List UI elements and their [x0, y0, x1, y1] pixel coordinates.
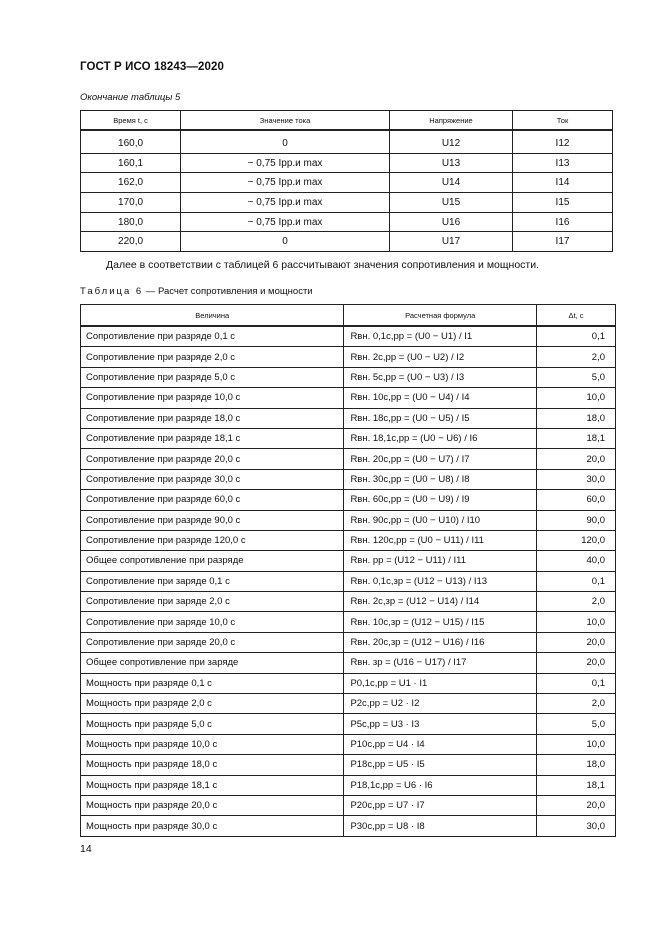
table5-cell-current-value: − 0,75 Iрр.и max — [181, 173, 390, 193]
table5-cell-time: 180,0 — [81, 212, 181, 232]
table6-row — [81, 408, 616, 428]
table6-cell-formula: Rвн. 90с,рр = (U0 − U10) / I10 — [344, 510, 537, 530]
table6-cell-formula: Rвн. рр = (U12 − U11) / I11 — [344, 551, 537, 571]
table6-cell-dt: 2,0 — [536, 592, 615, 612]
table6-row — [81, 755, 616, 775]
table6-caption-text: — Расчет сопротивления и мощности — [143, 286, 313, 297]
table6-cell-quantity: Сопротивление при разряде 60,0 с — [81, 490, 344, 510]
document-header: ГОСТ Р ИСО 18243—2020 — [80, 61, 225, 73]
table6-cell-quantity: Сопротивление при разряде 2,0 с — [81, 347, 344, 367]
table6-row — [81, 428, 616, 448]
table5-header-current: Ток — [513, 111, 613, 131]
table6-cell-quantity: Сопротивление при заряде 10,0 с — [81, 612, 344, 632]
table6-cell-formula: Rвн. 10с,рр = (U0 − U4) / I4 — [344, 388, 537, 408]
table6-row — [81, 632, 616, 652]
table6-header-quantity: Величина — [81, 305, 344, 327]
table6-cell-quantity: Мощность при разряде 18,1 с — [81, 775, 344, 795]
table5-cell-current: I13 — [513, 153, 613, 173]
table6-row — [81, 326, 616, 347]
table5-body — [81, 130, 613, 252]
table5-header-current-value: Значение тока — [181, 111, 390, 131]
table6-row — [81, 816, 616, 836]
table6-cell-dt: 18,1 — [536, 775, 615, 795]
table6-row — [81, 612, 616, 632]
table5-caption: Окончание таблицы 5 — [80, 92, 181, 103]
table6-cell-formula: P5с,рр = U3 · I3 — [344, 714, 537, 734]
table6-cell-quantity: Мощность при разряде 0,1 с — [81, 673, 344, 693]
table5-cell-time: 162,0 — [81, 173, 181, 193]
table5-cell-voltage: U13 — [389, 153, 512, 173]
table6-cell-dt: 5,0 — [536, 714, 615, 734]
table5-row — [81, 232, 613, 252]
table5-cell-current: I14 — [513, 173, 613, 193]
table6-row — [81, 795, 616, 815]
table5-cell-current-value: 0 — [181, 130, 390, 153]
table6-row — [81, 490, 616, 510]
table6-cell-quantity: Сопротивление при разряде 20,0 с — [81, 449, 344, 469]
table6-body — [81, 326, 616, 836]
table6-cell-dt: 10,0 — [536, 734, 615, 754]
table5-cell-voltage: U12 — [389, 130, 512, 153]
table5-row — [81, 153, 613, 173]
table6-row — [81, 510, 616, 530]
table6-cell-formula: P2с,рр = U2 · I2 — [344, 694, 537, 714]
table6-cell-dt: 18,0 — [536, 408, 615, 428]
page-number: 14 — [80, 843, 92, 855]
body-paragraph: Далее в соответствии с таблицей 6 рассчитывают значения сопротивления и мощности. — [106, 259, 539, 271]
table6-cell-formula: Rвн. 60с,рр = (U0 − U9) / I9 — [344, 490, 537, 510]
table5-row — [81, 193, 613, 213]
table5-row — [81, 212, 613, 232]
table5-cell-time: 170,0 — [81, 193, 181, 213]
table6-cell-formula: Rвн. 10с,зр = (U12 − U15) / I15 — [344, 612, 537, 632]
table6-cell-formula: P18,1с,рр = U6 · I6 — [344, 775, 537, 795]
table6-cell-dt: 20,0 — [536, 449, 615, 469]
table6-cell-quantity: Мощность при разряде 30,0 с — [81, 816, 344, 836]
table5-cell-current-value: − 0,75 Iрр.и max — [181, 153, 390, 173]
table6-caption-label: Таблица 6 — [80, 286, 144, 297]
table6-cell-formula: Rвн. 5с,рр = (U0 − U3) / I3 — [344, 367, 537, 387]
table6-cell-dt: 2,0 — [536, 694, 615, 714]
table6-row — [81, 530, 616, 550]
table6-cell-formula: Rвн. 0,1с,рр = (U0 − U1) / I1 — [344, 326, 537, 347]
table6-row — [81, 592, 616, 612]
table5-cell-voltage: U14 — [389, 173, 512, 193]
table5-row — [81, 130, 613, 153]
table6-cell-dt: 20,0 — [536, 795, 615, 815]
table-6 — [80, 304, 616, 837]
table5-header-row — [81, 111, 613, 131]
table6-cell-quantity: Сопротивление при разряде 10,0 с — [81, 388, 344, 408]
table6-cell-quantity: Мощность при разряде 18,0 с — [81, 755, 344, 775]
table6-cell-dt: 30,0 — [536, 469, 615, 489]
table6-cell-dt: 20,0 — [536, 632, 615, 652]
table6-row — [81, 469, 616, 489]
table6-cell-dt: 2,0 — [536, 347, 615, 367]
table6-header-formula: Расчетная формула — [344, 305, 537, 327]
table6-cell-dt: 0,1 — [536, 673, 615, 693]
table6-cell-formula: Rвн. 18,1с,рр = (U0 − U6) / I6 — [344, 428, 537, 448]
table6-cell-formula: Rвн. 2с,зр = (U12 − U14) / I14 — [344, 592, 537, 612]
table6-row — [81, 367, 616, 387]
table6-cell-formula: P0,1с,рр = U1 · I1 — [344, 673, 537, 693]
table6-row — [81, 775, 616, 795]
table6-cell-formula: Rвн. 120с,рр = (U0 − U11) / I11 — [344, 530, 537, 550]
table6-cell-quantity: Сопротивление при заряде 2,0 с — [81, 592, 344, 612]
table6-cell-quantity: Сопротивление при разряде 90,0 с — [81, 510, 344, 530]
table6-cell-formula: P30с,рр = U8 · I8 — [344, 816, 537, 836]
table6-row — [81, 714, 616, 734]
table6-cell-formula: Rвн. 30с,рр = (U0 − U8) / I8 — [344, 469, 537, 489]
table6-cell-dt: 120,0 — [536, 530, 615, 550]
table6-header-row — [81, 305, 616, 327]
table6-cell-quantity: Сопротивление при разряде 18,1 с — [81, 428, 344, 448]
table5-cell-voltage: U16 — [389, 212, 512, 232]
table6-cell-dt: 10,0 — [536, 388, 615, 408]
table5-cell-current: I17 — [513, 232, 613, 252]
table5-cell-voltage: U17 — [389, 232, 512, 252]
table6-cell-formula: P18с,рр = U5 · I5 — [344, 755, 537, 775]
table6-row — [81, 694, 616, 714]
table6-cell-formula: P20с,рр = U7 · I7 — [344, 795, 537, 815]
table6-cell-quantity: Общее сопротивление при заряде — [81, 653, 344, 673]
table6-cell-dt: 10,0 — [536, 612, 615, 632]
table6-cell-dt: 20,0 — [536, 653, 615, 673]
table6-row — [81, 551, 616, 571]
table6-cell-formula: Rвн. 0,1с,зр = (U12 − U13) / I13 — [344, 571, 537, 591]
table6-cell-dt: 90,0 — [536, 510, 615, 530]
table5-cell-current-value: − 0,75 Iрр.и max — [181, 212, 390, 232]
table6-cell-formula: Rвн. 18с,рр = (U0 − U5) / I5 — [344, 408, 537, 428]
table6-cell-quantity: Мощность при разряде 10,0 с — [81, 734, 344, 754]
table6-cell-formula: Rвн. 20с,зр = (U12 − U16) / I16 — [344, 632, 537, 652]
table6-cell-formula: Rвн. зр = (U16 − U17) / I17 — [344, 653, 537, 673]
table6-cell-dt: 0,1 — [536, 326, 615, 347]
table6-cell-quantity: Мощность при разряде 2,0 с — [81, 694, 344, 714]
table5-header-time: Время t, с — [81, 111, 181, 131]
table6-cell-quantity: Мощность при разряде 5,0 с — [81, 714, 344, 734]
table6-cell-quantity: Сопротивление при разряде 18,0 с — [81, 408, 344, 428]
table6-row — [81, 734, 616, 754]
table6-cell-quantity: Общее сопротивление при разряде — [81, 551, 344, 571]
table5-cell-voltage: U15 — [389, 193, 512, 213]
table6-cell-quantity: Мощность при разряде 20,0 с — [81, 795, 344, 815]
table6-cell-quantity: Сопротивление при разряде 0,1 с — [81, 326, 344, 347]
table5-cell-current: I15 — [513, 193, 613, 213]
table6-row — [81, 571, 616, 591]
table6-row — [81, 653, 616, 673]
table6-cell-dt: 5,0 — [536, 367, 615, 387]
table6-header-dt: Δt, с — [536, 305, 615, 327]
table6-cell-dt: 30,0 — [536, 816, 615, 836]
table6-cell-quantity: Сопротивление при разряде 30,0 с — [81, 469, 344, 489]
table6-cell-formula: Rвн. 20с,рр = (U0 − U7) / I7 — [344, 449, 537, 469]
table6-cell-formula: P10с,рр = U4 · I4 — [344, 734, 537, 754]
table5-cell-current-value: 0 — [181, 232, 390, 252]
table6-cell-dt: 40,0 — [536, 551, 615, 571]
table6-row — [81, 347, 616, 367]
table5-header-voltage: Напряжение — [389, 111, 512, 131]
table6-cell-formula: Rвн. 2с,рр = (U0 − U2) / I2 — [344, 347, 537, 367]
table5-cell-time: 160,1 — [81, 153, 181, 173]
table6-cell-dt: 18,0 — [536, 755, 615, 775]
table5-cell-current-value: − 0,75 Iрр.и max — [181, 193, 390, 213]
table6-cell-quantity: Сопротивление при разряде 5,0 с — [81, 367, 344, 387]
table6-cell-dt: 0,1 — [536, 571, 615, 591]
table6-row — [81, 673, 616, 693]
table6-cell-quantity: Сопротивление при разряде 120,0 с — [81, 530, 344, 550]
table5-cell-time: 220,0 — [81, 232, 181, 252]
table5-cell-current: I16 — [513, 212, 613, 232]
table5-row — [81, 173, 613, 193]
table6-cell-dt: 18,1 — [536, 428, 615, 448]
table5-cell-time: 160,0 — [81, 130, 181, 153]
table5-cell-current: I12 — [513, 130, 613, 153]
table6-row — [81, 449, 616, 469]
table-5 — [80, 110, 613, 252]
table6-cell-quantity: Сопротивление при заряде 0,1 с — [81, 571, 344, 591]
table6-cell-quantity: Сопротивление при заряде 20,0 с — [81, 632, 344, 652]
table6-cell-dt: 60,0 — [536, 490, 615, 510]
table6-caption — [80, 286, 313, 297]
table6-row — [81, 388, 616, 408]
